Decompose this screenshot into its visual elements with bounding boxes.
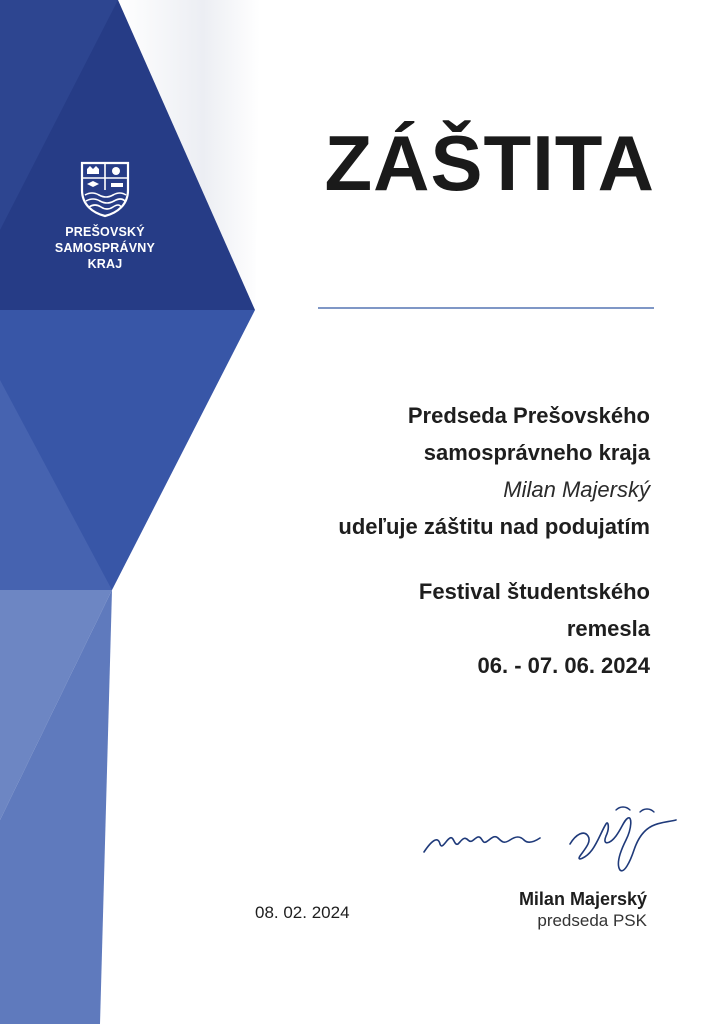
statement-line: samosprávneho kraja	[423, 440, 650, 465]
event-name-line: remesla	[566, 616, 650, 641]
patronage-statement	[180, 397, 650, 545]
issue-date: 08. 02. 2024	[255, 903, 350, 922]
statement-line: udeľuje záštitu nad podujatím	[338, 514, 650, 539]
logo-text-line: PREŠOVSKÝ	[65, 225, 145, 239]
event-block	[180, 573, 650, 684]
logo-text-line: SAMOSPRÁVNY	[54, 241, 156, 255]
chairman-name: Milan Majerský	[503, 477, 650, 502]
document-title: ZÁŠTITA	[324, 119, 655, 207]
statement-line: Predseda Prešovského	[407, 403, 650, 428]
event-dates: 06. - 07. 06. 2024	[477, 653, 650, 678]
event-name-line: Festival študentského	[418, 579, 650, 604]
signer-block	[519, 888, 647, 932]
organization-logo	[40, 160, 170, 272]
signer-name: Milan Majerský	[518, 889, 647, 909]
logo-text-line: KRAJ	[87, 257, 123, 271]
coat-of-arms-icon	[79, 160, 131, 218]
signer-role: predseda PSK	[537, 911, 647, 930]
title-divider	[318, 307, 654, 309]
handwritten-signature	[420, 800, 690, 880]
